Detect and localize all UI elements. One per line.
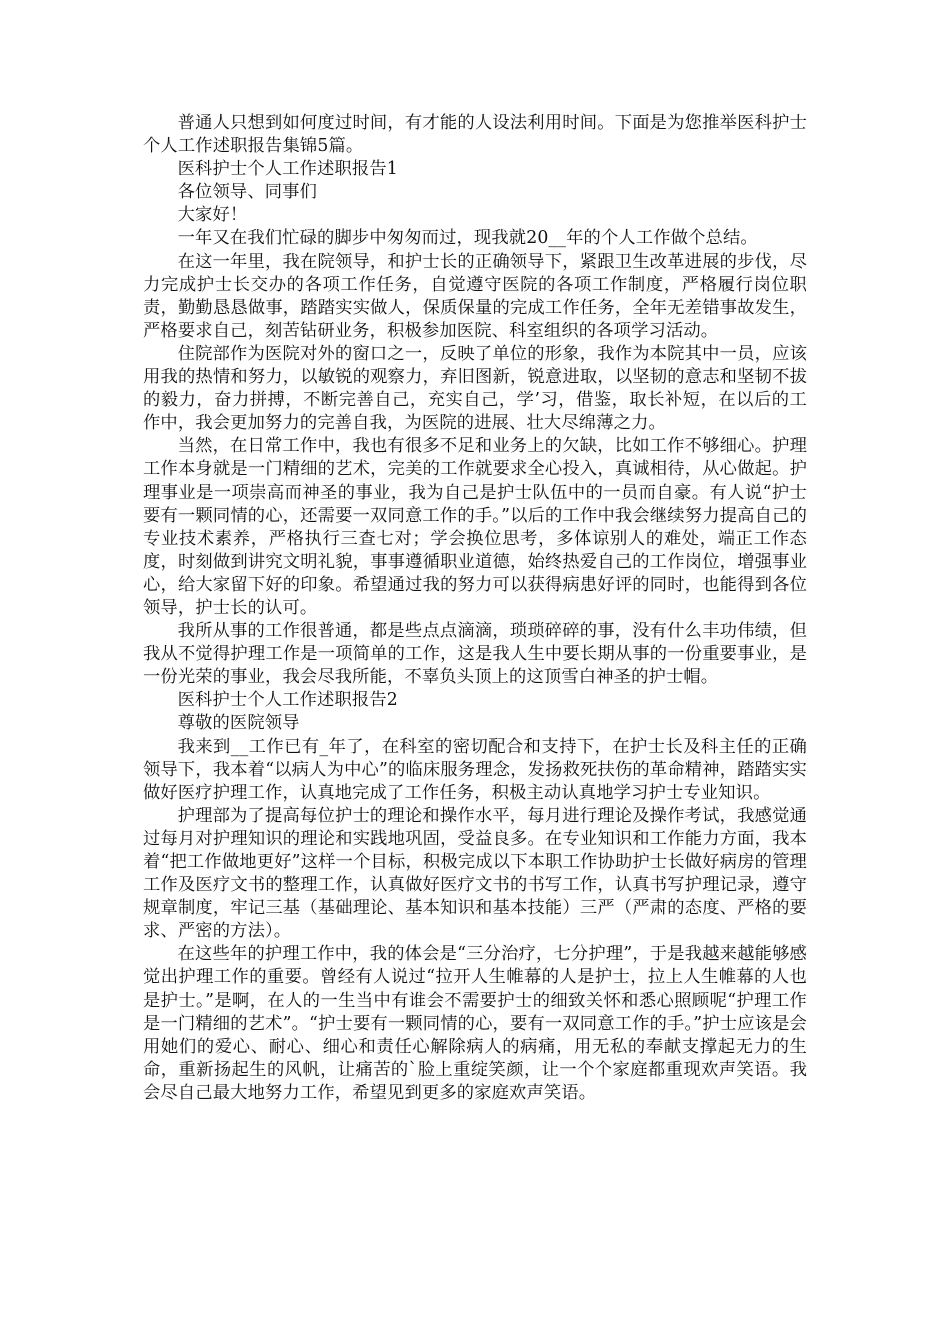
report-1-paragraph: 一年又在我们忙碌的脚步中匆匆而过，现我就20__年的个人工作做个总结。 xyxy=(177,228,758,249)
report-2-paragraph: 护理部为了提高每位护士的理论和操作水平，每月进行理论及操作考试，我感觉通过每月对护理知识的理论和实践地巩固，受益良多。在专业知识和工作能力方面，我本着“把工作做地更好”这样一个目标，积极完成以下本职工作协助护士长做好病房的管理工作及医疗文书的整理工作，认真做好医疗文书的书写工作，认真书写护理记录，遵守规章制度，牢记三基（基础理论、基本知识和基本技能）三严（严肃的态度、严格的要求、严密的方法）。 xyxy=(143,805,807,942)
report-1-paragraph: 当然，在日常工作中，我也有很多不足和业务上的欠缺，比如工作不够细心。护理工作本身就是一门精细的艺术，完美的工作就要求全心投入，真诚相待，从心做起。护理事业是一项崇高而神圣的事业，我为自己是护士队伍中的一员而自豪。有人说“护士要有一颗同情的心，还需要一双同意工作的手。”以后的工作中我会继续努力提高自己的专业技术素养，严格执行三查七对；学会换位思考，多体谅别人的难处，端正工作态度，时刻做到讲究文明礼貌，事事遵循职业道德，始终热爱自己的工作岗位，增强事业心，给大家留下好的印象。希望通过我的努力可以获得病患好评的同时，也能得到各位领导，护士长的认可。 xyxy=(143,436,807,618)
report-1-paragraph: 在这一年里，我在院领导，和护士长的正确领导下，紧跟卫生改革进展的步伐，尽力完成护士长交办的各项工作任务，自觉遵守医院的各项工作制度，严格履行岗位职责，勤勤恳恳做事，踏踏实实做人，保质保量的完成工作任务，全年无差错事故发生，严格要求自己，刻苦钻研业务，积极参加医院、科室组织的各项学习活动。 xyxy=(143,251,807,341)
report-1-greeting: 大家好！ xyxy=(177,205,248,226)
report-1-paragraph: 住院部作为医院对外的窗口之一，反映了单位的形象，我作为本院其中一员，应该用我的热情和努力，以敏锐的观察力，弃旧图新，锐意进取，以坚韧的意志和坚韧不拔的毅力，奋力拼搏，不断完善自己，充实自己，学’习，借鉴，取长补短，在以后的工作中，我会更加努力的完善自我，为医院的进展、壮大尽绵薄之力。 xyxy=(143,343,807,434)
document-body xyxy=(143,112,807,1105)
intro-paragraph: 普通人只想到如何度过时间，有才能的人设法利用时间。下面是为您推举医科护士个人工作述职报告集锦5篇。 xyxy=(143,113,807,157)
report-1-title: 医科护士个人工作述职报告1 xyxy=(177,159,398,180)
report-2-paragraph: 我来到__工作已有_年了，在科室的密切配合和支持下，在护士长及科主任的正确领导下，我本着“以病人为中心”的临床服务理念，发扬救死扶伤的革命精神，踏踏实实做好医疗护理工作，认真地完成了工作任务，积极主动认真地学习护士专业知识。 xyxy=(143,736,807,803)
report-2-salutation: 尊敬的医院领导 xyxy=(177,713,300,734)
report-1-paragraph: 我所从事的工作很普通，都是些点点滴滴，琐琐碎碎的事，没有什么丰功伟绩，但我从不觉得护理工作是一项简单的工作，这是我人生中要长期从事的一份重要事业，是一份光荣的事业，我会尽我所能，不辜负头顶上的这顶雪白神圣的护士帽。 xyxy=(143,621,807,688)
report-1-salutation: 各位领导、同事们 xyxy=(177,182,318,203)
report-2-paragraph: 在这些年的护理工作中，我的体会是“三分治疗，七分护理”，于是我越来越能够感觉出护理工作的重要。曾经有人说过“拉开人生帷幕的人是护士，拉上人生帷幕的人也是护士。”是啊，在人的一生当中有谁会不需要护士的细致关怀和悉心照顾呢“护理工作是一门精细的艺术”。“护士要有一颗同情的心，要有一双同意工作的手。”护士应该是会用她们的爱心、耐心、细心和责任心解除病人的病痛，用无私的奉献支撑起无力的生命，重新扬起生的风帆，让痛苦的`脸上重绽笑颜，让一个个家庭都重现欢声笑语。我会尽自己最大地努力工作，希望见到更多的家庭欢声笑语。 xyxy=(143,944,807,1103)
report-2-title: 医科护士个人工作述职报告2 xyxy=(177,690,398,711)
